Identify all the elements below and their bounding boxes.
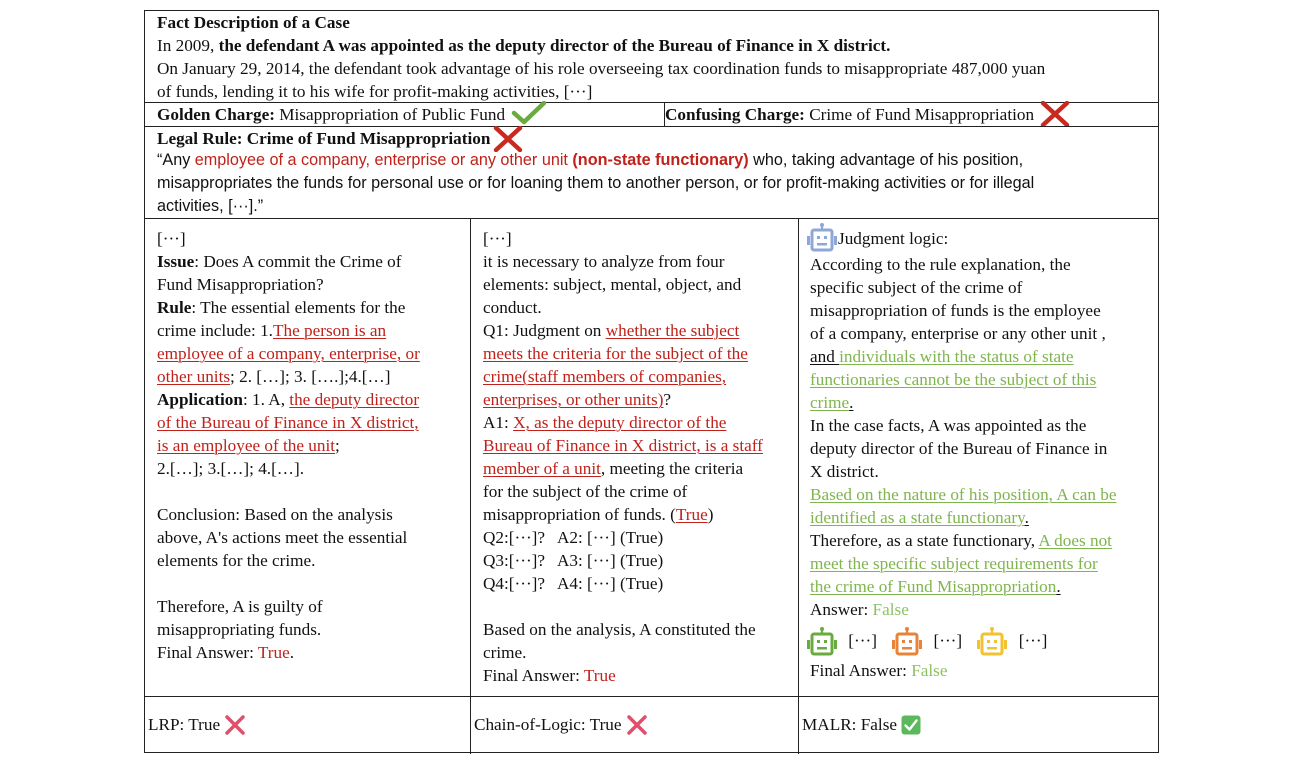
malr-final-answer: Final Answer: False	[810, 661, 948, 681]
legal-rule-line-1: “Any employee of a company, enterprise or any other unit (non-state functionary) who, taking advantage of his position,	[157, 151, 1024, 170]
lrp-final-answer: Final Answer: True.	[157, 643, 295, 662]
malr-result: MALR: False	[802, 713, 921, 736]
cross-icon	[626, 714, 648, 736]
legal-rule-line-2: misappropriates the funds for personal use or for loaning them to another person, or for profit-making activities or for illegal	[157, 174, 1035, 193]
lrp-result: LRP: True	[148, 713, 246, 736]
robot-icon	[806, 627, 838, 657]
case-figure	[144, 10, 1159, 753]
robot-icon	[976, 627, 1008, 657]
fact-line-2: On January 29, 2014, the defendant took advantage of his role overseeing tax coordination funds to misappropriate 487,000 yuan	[157, 59, 1046, 78]
charges-section	[145, 103, 1158, 126]
fact-line-1: In 2009, the defendant A was appointed as the deputy director of the Bureau of Finance in X district.	[157, 36, 891, 55]
legal-rule-section	[145, 127, 1158, 218]
malr-answer: Answer: False	[810, 600, 909, 620]
confusing-charge: Confusing Charge: Crime of Fund Misappropriation	[665, 103, 1070, 127]
chain-of-logic-reasoning: [···] it is necessary to analyze from four elements: subject, mental, object, and conduct. Q1: Judgment on whether the subject meets the criteria for the subject of the crime(staff members of companies, enterprises, or other units)? A1: X, as the deputy director of the Bureau of Finance in X district, is a staff member of a unit, meeting the criteria for the subject of the crime of misappropriation of funds. (True) Q2:[···]? A2: [···] (True) Q3:[···]? A3: [···] (True) Q4:[···]? A4: [···] (True) Based on the analysis, A constituted the crime. Final Answer: True	[483, 229, 763, 685]
lrp-reasoning: [···] Issue: Does A commit the Crime of Fund Misappropriation? Rule: The essential elements for the crime include: 1.The person is an employee of a company, enterprise, or other units; 2. […]; 3. [….];4.[…] Application: 1. A, the deputy director of the Bureau of Finance in X district, is an employee of the unit; 2.[…]; 3.[…]; 4.[…]. Conclusion: Based on the analysis above, A's actions meet the essential elements for the crime. Therefore, A is guilty of misappropriating funds. Final Answer: True.	[157, 229, 420, 662]
robot-icon	[891, 627, 923, 657]
cross-icon	[224, 714, 246, 736]
malr-reasoning: Judgment logic: According to the rule explanation, the specific subject of the crime of misappropriation of funds is the employee of a company, enterprise or any other unit , and individuals with the status of state functionaries cannot be the subject of this crime. In the case facts, A was appointed as the deputy director of the Bureau of Finance in X district. Based on the nature of his position, A can be identified as a state functionary. Therefore, as a state functionary, A does not meet the specific subject requirements for the crime of Fund Misappropriation. Answer: False [···] [···] [···] Final Answer: False	[810, 227, 1116, 682]
cross-icon	[1040, 101, 1070, 127]
robot-icon	[806, 223, 838, 253]
checkbox-check-icon	[901, 715, 921, 735]
judgment-logic-header: Judgment logic:	[806, 227, 1116, 253]
col-final-answer: Final Answer: True	[483, 666, 616, 685]
agent-row: [···] [···] [···]	[806, 621, 1116, 659]
check-icon	[511, 101, 547, 125]
golden-charge: Golden Charge: Misappropriation of Public Fund	[157, 103, 547, 126]
fact-line-3: of funds, lending it to his wife for profit-making activities, [···]	[157, 82, 593, 101]
legal-rule-line-3: activities, [···].”	[157, 197, 264, 216]
legal-rule-title: Legal Rule: Crime of Fund Misappropriation	[157, 127, 1034, 152]
chain-of-logic-result: Chain-of-Logic: True	[474, 713, 648, 736]
fact-section	[145, 11, 1158, 102]
fact-title: Fact Description of a Case	[157, 13, 350, 32]
